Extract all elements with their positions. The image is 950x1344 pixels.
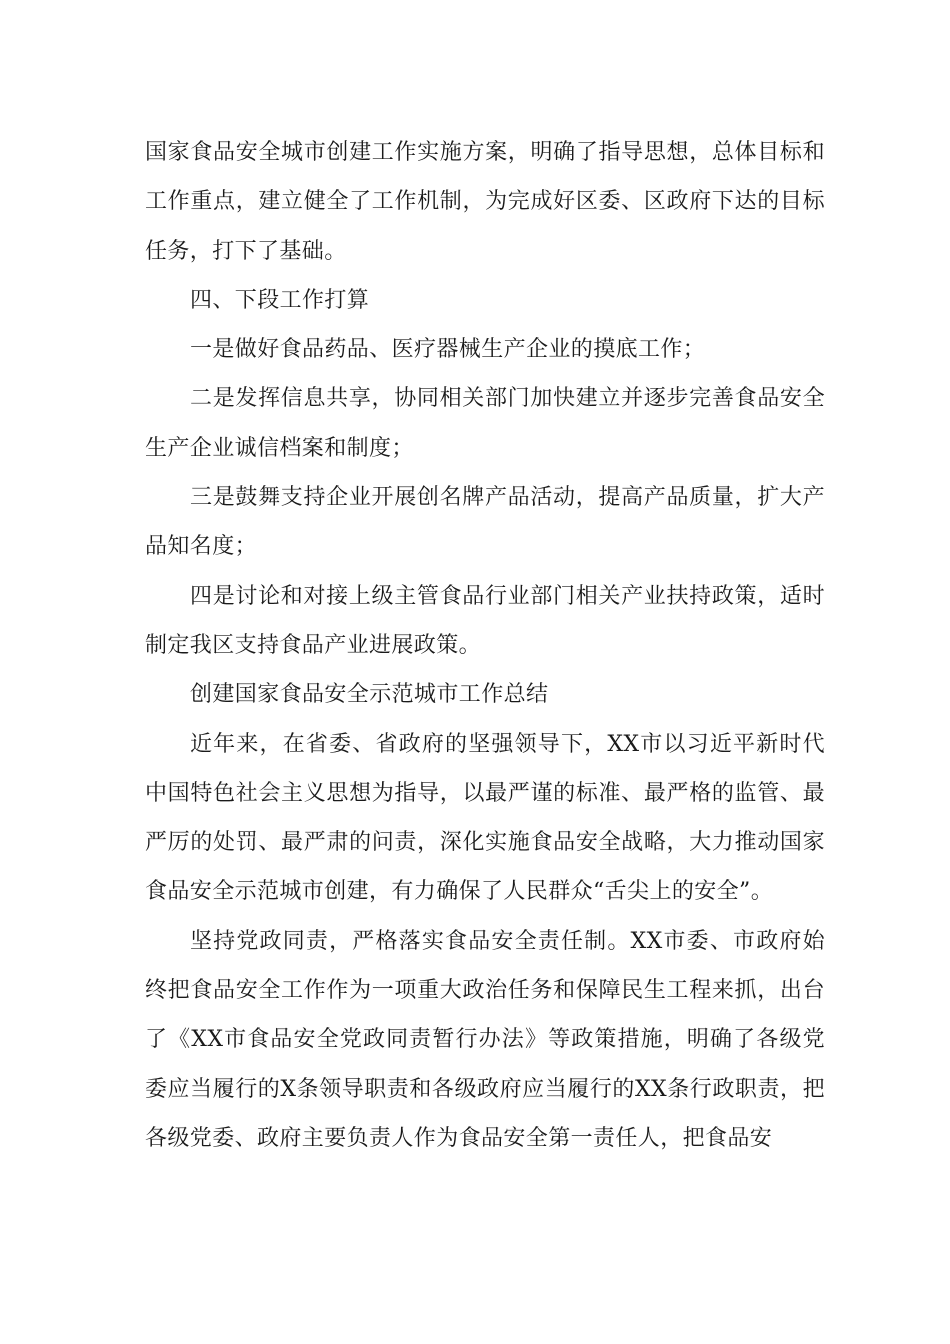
paragraph: 一是做好食品药品、医疗器械生产企业的摸底工作；: [190, 337, 706, 363]
document-body: [145, 128, 825, 1163]
paragraph: 国家食品安全城市创建工作实施方案，明确了指导思想，总体目标和工作重点，建立健全了工作机制，为完成好区委、区政府下达的目标任务，打下了基础。: [145, 140, 825, 264]
paragraph: 二是发挥信息共享，协同相关部门加快建立并逐步完善食品安全生产企业诚信档案和制度；: [145, 386, 825, 461]
section-heading: 四、下段工作打算: [190, 287, 370, 313]
paragraph: 坚持党政同责，严格落实食品安全责任制。XX市委、市政府始终把食品安全工作作为一项重大政治任务和保障民生工程来抓，出台了《XX市食品安全党政同责暂行办法》等政策措施，明确了各级党委应当履行的X条领导职责和各级政府应当履行的XX条行政职责，把各级党委、政府主要负责人作为食品安全第一责任人，把食品安: [145, 928, 825, 1151]
paragraph: 近年来，在省委、省政府的坚强领导下，XX市以习近平新时代中国特色社会主义思想为指导，以最严谨的标准、最严格的监管、最严厉的处罚、最严肃的问责，深化实施食品安全战略，大力推动国家食品安全示范城市创建，有力确保了人民群众“舌尖上的安全”。: [145, 731, 825, 905]
paragraph: 四是讨论和对接上级主管食品行业部门相关产业扶持政策，适时制定我区支持食品产业进展政策。: [145, 583, 825, 658]
section-title: 创建国家食品安全示范城市工作总结: [190, 682, 549, 708]
paragraph: 三是鼓舞支持企业开展创名牌产品活动，提高产品质量，扩大产品知名度；: [145, 485, 825, 560]
